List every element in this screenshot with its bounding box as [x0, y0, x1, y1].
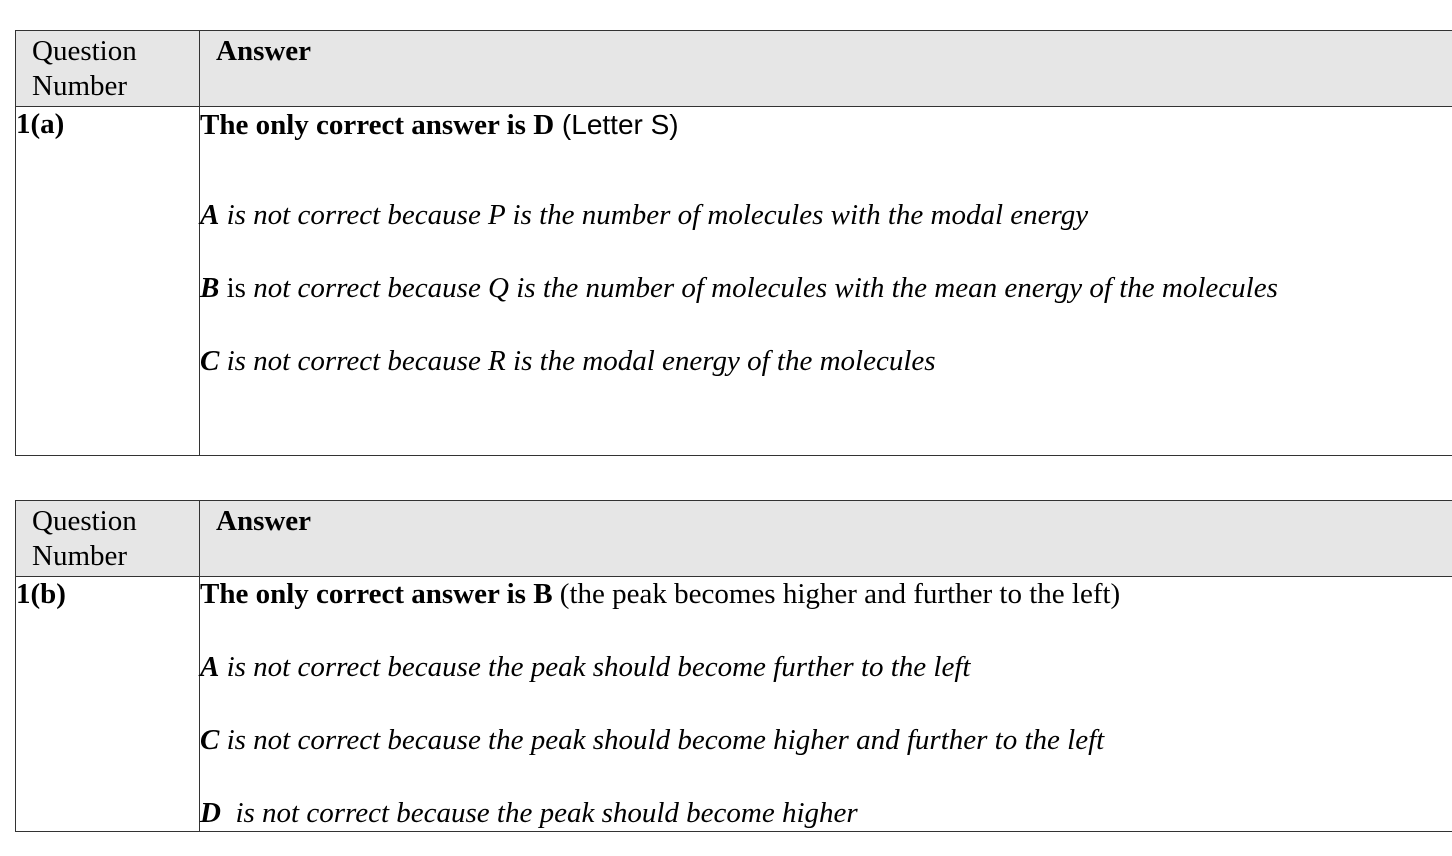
question-number-header [16, 501, 200, 577]
reason-letter: B [200, 272, 220, 304]
table-row [16, 107, 1452, 456]
correct-answer-line [200, 577, 1452, 612]
question-header-line2: Number [32, 70, 128, 102]
correct-answer-detail: (Letter S) [554, 109, 679, 140]
reason-c [200, 344, 1452, 379]
reason-a [200, 650, 1452, 685]
question-header-line1: Question [32, 505, 137, 537]
question-number: 1(b) [16, 577, 200, 832]
answer-header: Answer [200, 501, 1452, 577]
reason-c [200, 723, 1452, 758]
table-row [16, 577, 1452, 832]
reason-letter: A [200, 651, 220, 683]
reason-lead: is [219, 272, 246, 304]
mark-scheme-table-1b [15, 500, 1452, 832]
correct-answer-statement: The only correct answer is D [200, 109, 555, 141]
reason-letter: D [200, 797, 221, 829]
mark-scheme-table-1a [15, 30, 1452, 456]
reason-text: is not correct because the peak should become higher and further to the left [219, 724, 1105, 756]
answer-cell [200, 107, 1452, 456]
reason-text: is not correct because the peak should become further to the left [219, 651, 971, 683]
reason-text: not correct because Q is the number of molecules with the mean energy of the molecules [245, 272, 1278, 304]
reason-letter: C [200, 345, 220, 377]
reason-a [200, 198, 1452, 233]
answer-cell [200, 577, 1452, 832]
correct-answer-detail: (the peak becomes higher and further to the left) [552, 578, 1121, 610]
question-number: 1(a) [16, 107, 200, 456]
table-header-row [16, 31, 1452, 107]
question-header-line2: Number [32, 540, 128, 572]
reason-b [200, 271, 1452, 306]
reason-text: is not correct because R is the modal energy of the molecules [219, 345, 936, 377]
reason-d [200, 796, 1452, 831]
answer-header: Answer [200, 31, 1452, 107]
correct-answer-statement: The only correct answer is B [200, 578, 553, 610]
reason-letter: C [200, 724, 220, 756]
reason-letter: A [200, 199, 220, 231]
question-number-header [16, 31, 200, 107]
reason-text: is not correct because P is the number of molecules with the modal energy [219, 199, 1089, 231]
correct-answer-line [200, 107, 1452, 162]
table-header-row [16, 501, 1452, 577]
reason-text: is not correct because the peak should become higher [220, 797, 858, 829]
question-header-line1: Question [32, 35, 137, 67]
